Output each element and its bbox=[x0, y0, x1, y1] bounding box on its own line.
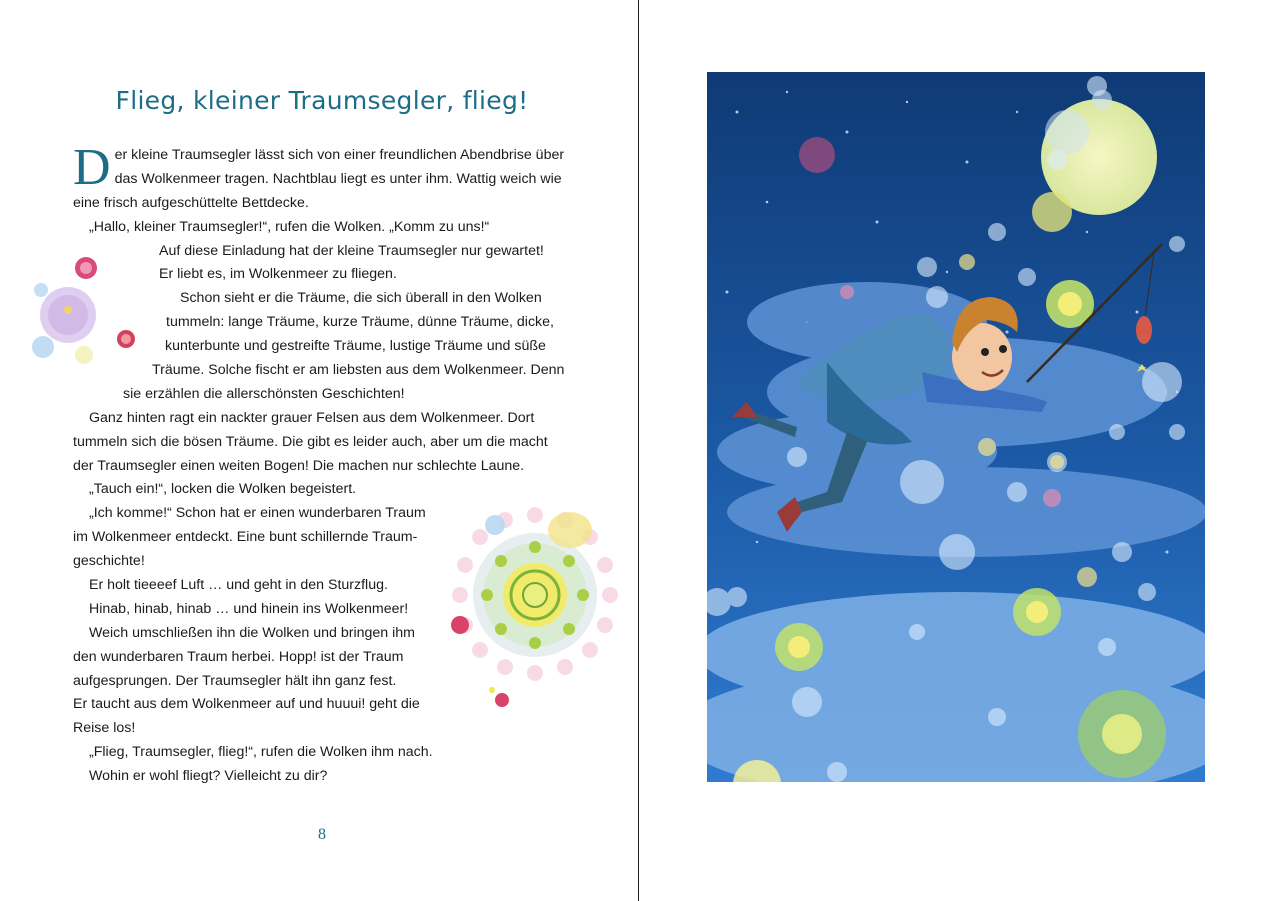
text-line-15: „Tauch ein!“, locken die Wolken begeistert. bbox=[89, 481, 357, 498]
text-line-20: Hinab, hinab, hinab … und hinein ins Wolkenmeer! bbox=[89, 600, 409, 617]
left-page bbox=[0, 0, 638, 901]
text-line-19: Er holt tieeeef Luft … und geht in den Sturzflug. bbox=[89, 577, 388, 594]
page-gutter-divider bbox=[638, 0, 639, 901]
text-line-4: „Hallo, kleiner Traumsegler!“, rufen die Wolken. „Komm zu uns!“ bbox=[89, 218, 490, 235]
flying-boy-night-sky-illustration bbox=[707, 72, 1205, 782]
text-line-12: Ganz hinten ragt ein nackter grauer Felsen aus dem Wolkenmeer. Dort bbox=[89, 409, 535, 426]
text-line-18: geschichte! bbox=[73, 553, 145, 570]
mandala-bubble-icon bbox=[440, 495, 630, 715]
text-line-5: Auf diese Einladung hat der kleine Traumsegler nur gewartet! bbox=[159, 242, 544, 259]
text-line-21: Weich umschließen ihn die Wolken und bringen ihm bbox=[89, 624, 415, 641]
text-line-25: Reise los! bbox=[73, 720, 136, 737]
text-line-9: kunterbunte und gestreifte Träume, lustige Träume und süße bbox=[165, 338, 546, 355]
text-line-8: tummeln: lange Träume, kurze Träume, dünne Träume, dicke, bbox=[166, 314, 554, 331]
text-line-7: Schon sieht er die Träume, die sich überall in den Wolken bbox=[180, 290, 542, 307]
text-line-2: das Wolkenmeer tragen. Nachtblau liegt es unter ihm. Wattig weich wie bbox=[114, 170, 562, 187]
text-line-27: Wohin er wohl fliegt? Vielleicht zu dir? bbox=[89, 768, 328, 785]
text-line-10: Träume. Solche fischt er am liebsten aus dem Wolkenmeer. Denn bbox=[152, 362, 565, 379]
story-title: Flieg, kleiner Traumsegler, flieg! bbox=[115, 86, 529, 115]
text-line-11: sie erzählen die allerschönsten Geschichten! bbox=[123, 385, 405, 402]
text-line-26: „Flieg, Traumsegler, flieg!“, rufen die Wolken ihm nach. bbox=[89, 744, 433, 761]
text-line-24: Er taucht aus dem Wolkenmeer auf und huuui! geht die bbox=[73, 696, 420, 713]
page-number: 8 bbox=[318, 826, 326, 843]
text-line-23: aufgesprungen. Der Traumsegler hält ihn ganz fest. bbox=[73, 672, 397, 689]
bubble-cluster-left-icon bbox=[28, 250, 143, 375]
text-line-17: im Wolkenmeer entdeckt. Eine bunt schillernde Traum- bbox=[73, 529, 418, 546]
text-line-3: eine frisch aufgeschüttelte Bettdecke. bbox=[73, 194, 309, 211]
drop-cap: D bbox=[73, 139, 111, 196]
text-line-14: der Traumsegler einen weiten Bogen! Die machen nur schlechte Laune. bbox=[73, 457, 525, 474]
text-line-1: Der kleine Traumsegler lässt sich von einer freundlichen Abendbrise über bbox=[73, 139, 565, 196]
text-line-13: tummeln sich die bösen Träume. Die gibt es leider auch, aber um die macht bbox=[73, 433, 548, 450]
text-line-16: „Ich komme!“ Schon hat er einen wunderbaren Traum bbox=[89, 505, 426, 522]
text-line-6: Er liebt es, im Wolkenmeer zu fliegen. bbox=[159, 266, 397, 283]
text-line-22: den wunderbaren Traum herbei. Hopp! ist der Traum bbox=[73, 648, 404, 665]
